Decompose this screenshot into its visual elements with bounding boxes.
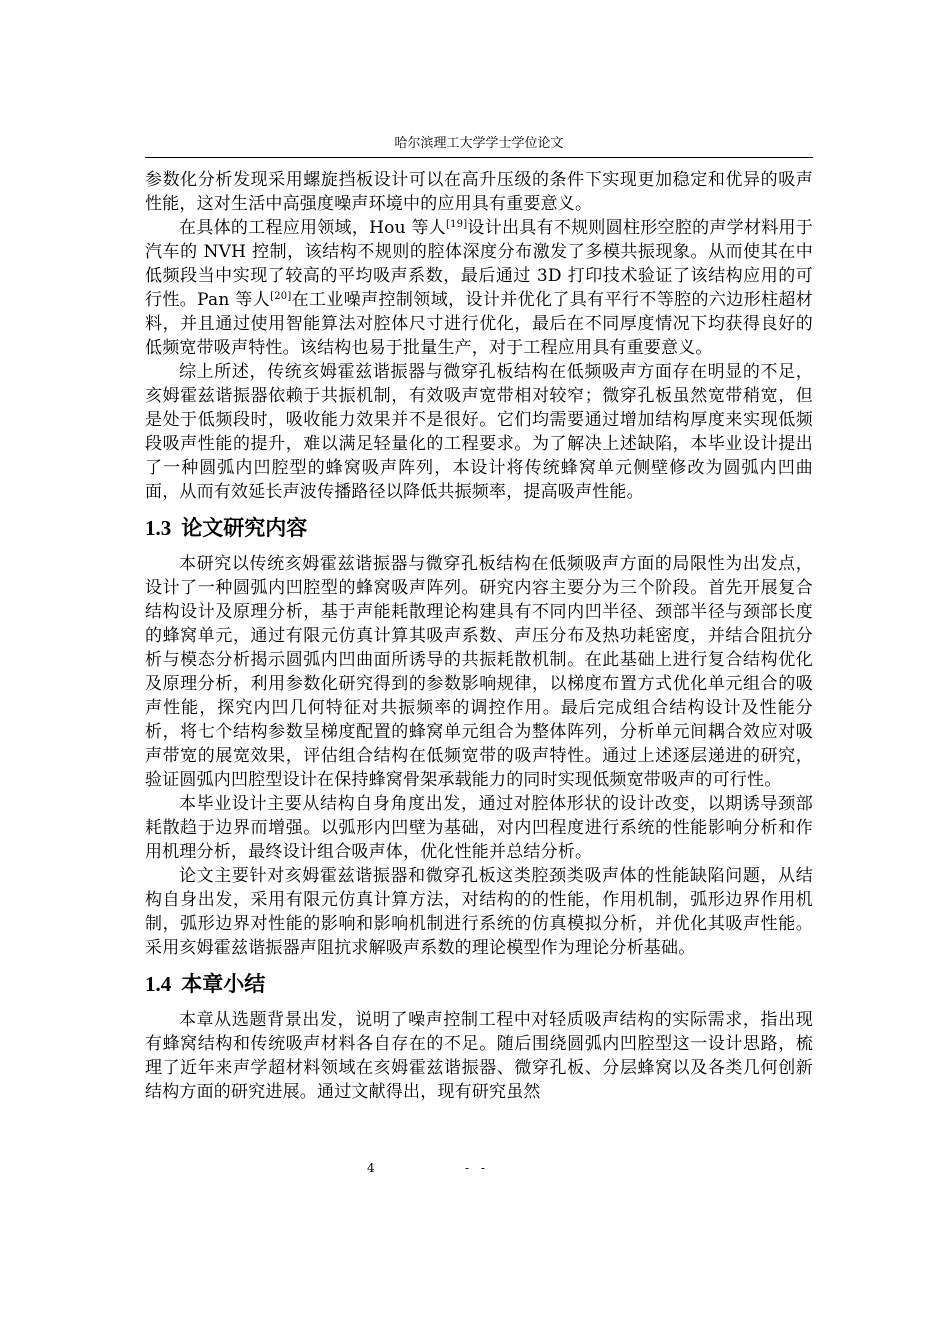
section-number: 1.4 (145, 972, 172, 996)
paragraph-engineering-applications (145, 216, 813, 360)
paragraph-design-approach: 本毕业设计主要从结构自身角度出发，通过对腔体形状的设计改变，以期诱导颈部耗散趋于边界而增强。以弧形内凹壁为基础，对内凹程度进行系统的性能影响分析和作用机理分析，最终设计组合吸声体，优化性能并总结分析。 (145, 794, 813, 862)
citation-ref-20: [20] (270, 291, 292, 302)
page-body (145, 168, 813, 1104)
paragraph-continued: 参数化分析发现采用螺旋挡板设计可以在高升压级的条件下实现更加稳定和优异的吸声性能，这对生活中高强度噪声环境中的应用具有重要意义。 (145, 170, 813, 214)
running-header: 哈尔滨理工大学学士学位论文 (394, 136, 564, 151)
footer-dashes: - - (465, 1161, 489, 1175)
paragraph-text: 在具体的工程应用领域，Hou 等人 (179, 218, 446, 238)
page-number: 4 (367, 1161, 375, 1175)
section-heading-1-3 (145, 513, 813, 543)
citation-ref-19: [19] (446, 219, 468, 230)
paragraph-chapter-summary: 本章从选题背景出发，说明了噪声控制工程中对轻质吸声结构的实际需求，指出现有蜂窝结构和传统吸声材料各自存在的不足。随后围绕圆弧内凹腔型这一设计思路，梳理了近年来声学超材料领域在亥姆霍兹谐振器、微穿孔板、分层蜂窝以及各类几何创新结构方面的研究进展。通过文献得出，现有研究虽然 (145, 1010, 813, 1102)
section-number: 1.3 (145, 516, 172, 540)
section-heading-1-4 (145, 969, 813, 999)
paragraph-thesis-focus: 论文主要针对亥姆霍兹谐振器和微穿孔板这类腔颈类吸声体的性能缺陷问题，从结构自身出发，采用有限元仿真计算方法，对结构的的性能，作用机制，弧形边界作用机制，弧形边界对性能的影响和影响机制进行系统的仿真模拟分析，并优化其吸声性能。采用亥姆霍兹谐振器声阻抗求解吸声系数的理论模型作为理论分析基础。 (145, 866, 813, 958)
paragraph-research-content: 本研究以传统亥姆霍兹谐振器与微穿孔板结构在低频吸声方面的局限性为出发点，设计了一种圆弧内凹腔型的蜂窝吸声阵列。研究内容主要分为三个阶段。首先开展复合结构设计及原理分析，基于声能耗散理论构建具有不同内凹半径、颈部半径与颈部长度的蜂窝单元，通过有限元仿真计算其吸声系数、声压分布及热功耗密度，并结合阻抗分析与模态分析揭示圆弧内凹曲面所诱导的共振耗散机制。在此基础上进行复合结构优化及原理分析，利用参数化研究得到的参数影响规律，以梯度布置方式优化单元组合的吸声性能，探究内凹几何特征对共振频率的调控作用。最后完成组合结构设计及性能分析，将七个结构参数呈梯度配置的蜂窝单元组合为整体阵列，分析单元间耦合效应对吸声带宽的展宽效果，评估组合结构在低频宽带的吸声特性。通过上述逐层递进的研究，验证圆弧内凹腔型设计在保持蜂窝骨架承载能力的同时实现低频宽带吸声的可行性。 (145, 554, 813, 790)
section-title: 论文研究内容 (181, 516, 308, 540)
paragraph-text: 在工业噪声控制领域，设计并优化了具有平行不等腔的六边形柱超材料，并且通过使用智能算法对腔体尺寸进行优化，最后在不同厚度情况下均获得良好的低频宽带吸声特性。该结构也易于批量生产，对于工程应用具有重要意义。 (145, 290, 814, 358)
paragraph-summary-of-deficiencies: 综上所述，传统亥姆霍兹谐振器与微穿孔板结构在低频吸声方面存在明显的不足，亥姆霍兹谐振器依赖于共振机制，有效吸声宽带相对较窄；微穿孔板虽然宽带稍宽，但是处于低频段时，吸收能力效果并不是很好。它们均需要通过增加结构厚度来实现低频段吸声性能的提升，难以满足轻量化的工程要求。为了解决上述缺陷，本毕业设计提出了一种圆弧内凹腔型的蜂窝吸声阵列，本设计将传统蜂窝单元侧壁修改为圆弧内凹曲面，从而有效延长声波传播路径以降低共振频率，提高吸声性能。 (145, 362, 813, 502)
header-rule (145, 157, 813, 158)
section-title: 本章小结 (181, 972, 266, 996)
paragraph-text: 设计出具有不规则圆柱形空腔的声学材料用于汽车的 NVH 控制，该结构不规则的腔体深度分布激发了多模共振现象。从而使其在中低频段当中实现了较高的平均吸声系数，最后通过 3D 打印技术验证了该结构应用的可行性。Pan 等人 (145, 218, 814, 310)
